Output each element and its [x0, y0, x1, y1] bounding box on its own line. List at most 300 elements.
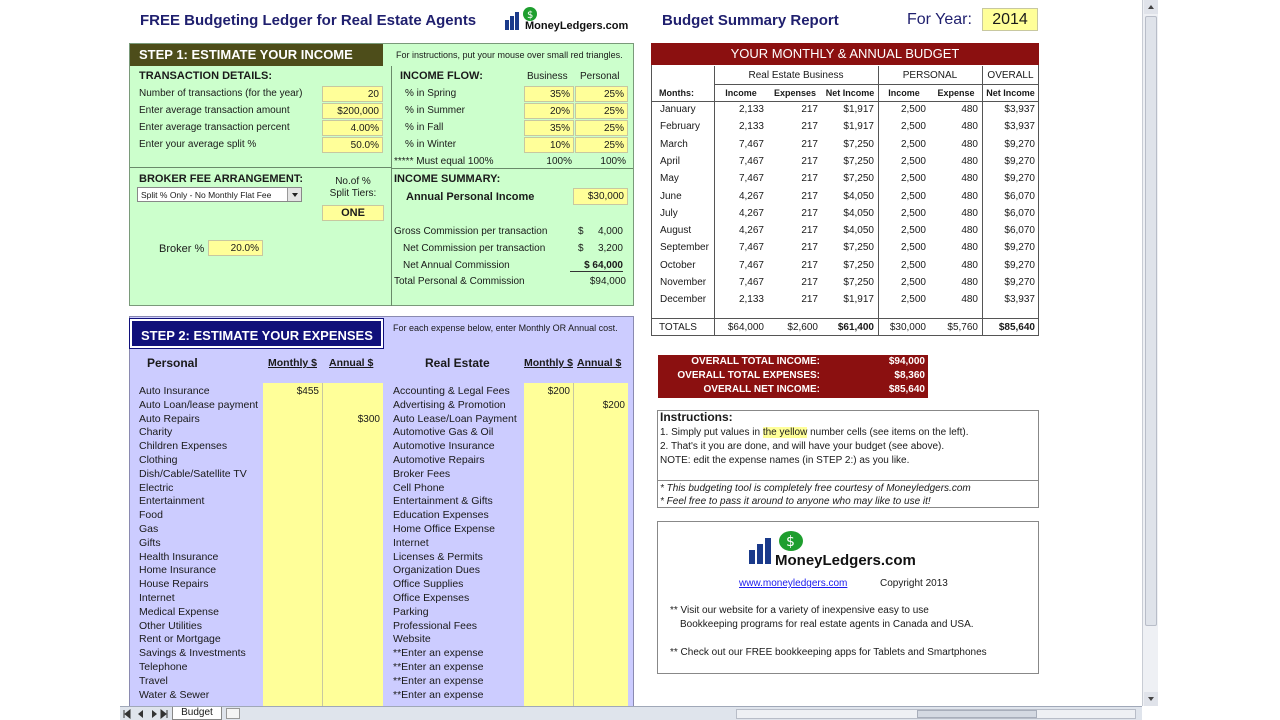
re-annual-input[interactable] [574, 454, 628, 468]
budget-month: August [660, 225, 692, 237]
scroll-down-icon[interactable] [1144, 692, 1158, 706]
insert-sheet-icon[interactable] [226, 708, 240, 719]
personal-monthly-input[interactable] [263, 468, 322, 482]
re-annual-input[interactable] [574, 468, 628, 482]
budget-month: July [660, 207, 678, 219]
re-monthly-header: Monthly $ [524, 357, 573, 369]
re-annual-input[interactable] [574, 620, 628, 634]
overall-label: OVERALL TOTAL INCOME: [691, 356, 820, 367]
re-expense-name: Automotive Gas & Oil [393, 426, 494, 439]
personal-expense-name: Gas [139, 523, 159, 535]
tiers-value[interactable]: ONE [322, 205, 384, 221]
for-year-label: For Year: [907, 11, 972, 28]
personal-expense-name: Auto Insurance [139, 385, 210, 397]
personal-expense-name: Other Utilities [139, 619, 203, 632]
annual-personal-input[interactable]: $30,000 [573, 188, 628, 205]
personal-annual-input[interactable] [323, 592, 383, 606]
tx-label: Number of transactions (for the year) [139, 88, 303, 99]
budget-month: December [660, 294, 707, 306]
re-expense-name: Automotive Insurance [393, 440, 495, 453]
re-annual-input[interactable] [574, 523, 628, 537]
personal-monthly-input[interactable] [263, 454, 322, 468]
instructions-heading: Instructions: [660, 410, 733, 424]
budget-col-header: Net Income [825, 88, 875, 98]
flow-label: % in Fall [405, 122, 444, 133]
chevron-down-icon[interactable] [287, 188, 301, 201]
budget-month: September [660, 242, 709, 254]
promo-text-1: ** Visit our website for a variety of inexpensive easy to use [670, 605, 929, 616]
budget-month: March [660, 138, 688, 150]
budget-cell: $3,937 [1004, 104, 1035, 115]
personal-annual-input[interactable] [323, 482, 383, 496]
budget-cell: 480 [961, 138, 978, 150]
personal-annual-input[interactable] [323, 440, 383, 454]
svg-text:$: $ [786, 534, 795, 550]
re-expense-name: **Enter an expense [393, 661, 484, 673]
re-expense-name: Internet [393, 536, 429, 549]
re-monthly-input[interactable] [524, 454, 573, 468]
instruction-3: NOTE: edit the expense names (in STEP 2:) as you like. [660, 455, 910, 466]
re-annual-input[interactable] [574, 633, 628, 647]
step1-hint: For instructions, put your mouse over small red triangles. [396, 50, 623, 60]
budget-cell: 4,267 [738, 225, 764, 237]
personal-expense-name: Clothing [139, 454, 178, 466]
personal-monthly-input[interactable] [263, 509, 322, 523]
re-annual-input[interactable]: $200 [602, 399, 625, 411]
personal-monthly-input[interactable] [263, 537, 322, 551]
scroll-up-icon[interactable] [1144, 0, 1158, 14]
overall-value: $94,000 [888, 356, 925, 367]
re-monthly-input[interactable] [524, 578, 573, 592]
gross-label: Gross Commission per transaction [394, 226, 548, 237]
instruction-1a: 1. Simply put values in [660, 427, 763, 438]
budget-cell: 2,500 [900, 294, 926, 306]
personal-expense-name: Rent or Mortgage [139, 633, 221, 646]
header-logo-text: MoneyLedgers.com [525, 20, 629, 32]
personal-annual-input[interactable] [323, 633, 383, 647]
promo-logo-text: MoneyLedgers.com [775, 552, 916, 569]
instruction-1-highlight: the yellow [762, 427, 808, 438]
step2-hint: For each expense below, enter Monthly OR Annual cost. [393, 323, 618, 333]
tx-input[interactable]: 20 [322, 86, 383, 102]
personal-annual-input[interactable] [323, 606, 383, 620]
personal-annual-input[interactable] [323, 675, 383, 689]
personal-monthly-input[interactable] [263, 523, 322, 537]
re-monthly-input[interactable] [524, 689, 573, 703]
budget-cell: $9,270 [1004, 277, 1035, 288]
personal-annual-input[interactable] [323, 647, 383, 661]
personal-monthly-input[interactable] [263, 413, 322, 427]
budget-cell: 2,500 [900, 207, 926, 219]
budget-cell: 2,500 [900, 242, 926, 254]
sheet-nav-arrows-icon[interactable] [122, 708, 168, 720]
personal-annual-input[interactable] [323, 385, 383, 399]
flow-label: % in Summer [405, 105, 466, 116]
personal-monthly-input[interactable] [263, 661, 322, 675]
budget-cell: 7,467 [738, 259, 764, 271]
personal-expense-name: Electric [139, 481, 174, 494]
re-annual-input[interactable] [574, 564, 628, 578]
re-monthly-input[interactable] [524, 564, 573, 578]
budget-cell: $9,270 [1004, 138, 1035, 150]
budget-cell: 2,500 [900, 277, 926, 288]
budget-cell: 217 [801, 207, 818, 219]
personal-annual-input[interactable] [323, 689, 383, 703]
re-expense-name: Licenses & Permits [393, 550, 483, 563]
re-monthly-input[interactable] [524, 647, 573, 661]
budget-total-cell: $61,400 [837, 322, 874, 333]
horizontal-scrollbar[interactable] [736, 709, 1136, 719]
personal-expense-name: Food [139, 509, 163, 522]
re-monthly-input[interactable]: $200 [547, 386, 570, 397]
personal-expense-name: Gifts [139, 536, 161, 549]
scroll-thumb[interactable] [1145, 16, 1157, 626]
re-expense-name: Automotive Repairs [393, 454, 485, 466]
re-monthly-input[interactable] [524, 509, 573, 523]
re-monthly-input[interactable] [524, 606, 573, 620]
budget-cell: 217 [801, 121, 818, 133]
flow-business-input[interactable]: 35% [524, 86, 574, 102]
re-annual-input[interactable] [574, 647, 628, 661]
personal-monthly-header: Monthly $ [268, 357, 317, 369]
re-annual-input[interactable] [574, 482, 628, 496]
broker-heading: BROKER FEE ARRANGEMENT: [139, 173, 303, 185]
instruction-1 [660, 426, 968, 440]
personal-monthly-input[interactable] [263, 551, 322, 565]
personal-annual-input[interactable] [323, 620, 383, 634]
personal-expense-name: Water & Sewer [139, 688, 210, 701]
summary-heading: INCOME SUMMARY: [394, 173, 501, 185]
re-expense-name: Broker Fees [393, 467, 451, 480]
step1-title: STEP 1: ESTIMATE YOUR INCOME [130, 44, 383, 66]
budget-cell: $4,050 [843, 207, 874, 219]
personal-monthly-input[interactable] [263, 495, 322, 509]
budget-cell: 217 [801, 173, 818, 185]
re-expense-name: Organization Dues [393, 564, 480, 577]
personal-expense-name: House Repairs [139, 578, 209, 591]
flow-label: % in Spring [405, 88, 457, 99]
tiers-label [318, 176, 388, 200]
re-monthly-input[interactable] [524, 551, 573, 565]
personal-expense-name: Children Expenses [139, 440, 228, 453]
sheet-tab-budget[interactable]: Budget [172, 707, 222, 720]
budget-cell: 2,133 [738, 294, 764, 306]
budget-cell: $7,250 [843, 138, 874, 150]
step1-hline-left [130, 167, 391, 168]
promo-text-3: ** Check out our FREE bookkeeping apps for Tablets and Smartphones [670, 647, 987, 658]
group-personal: PERSONAL [902, 70, 958, 81]
broker-fee-select-value: Split % Only - No Monthly Flat Fee [141, 190, 272, 200]
budget-month: January [660, 104, 696, 115]
personal-monthly-input[interactable]: $455 [296, 386, 319, 397]
budget-table [651, 43, 1039, 336]
re-annual-input[interactable] [574, 551, 628, 565]
tx-input[interactable]: $200,000 [322, 103, 383, 119]
hline-totals [651, 318, 1039, 319]
re-monthly-input[interactable] [524, 537, 573, 551]
budget-cell: 2,500 [900, 138, 926, 150]
budget-col-header: Income [725, 88, 757, 98]
personal-monthly-input[interactable] [263, 578, 322, 592]
broker-fee-select[interactable] [137, 187, 302, 202]
personal-monthly-input[interactable] [263, 399, 322, 413]
budget-cell: $7,250 [843, 155, 874, 167]
budget-total-cell: $85,640 [998, 322, 1035, 333]
re-annual-input[interactable] [574, 606, 628, 620]
budget-cell: 4,267 [738, 207, 764, 219]
budget-cell: $6,070 [1004, 225, 1035, 237]
tx-heading: TRANSACTION DETAILS: [139, 70, 273, 82]
re-monthly-input[interactable] [524, 482, 573, 496]
personal-monthly-input[interactable] [263, 592, 322, 606]
personal-annual-input[interactable] [323, 551, 383, 565]
re-monthly-input[interactable] [524, 413, 573, 427]
personal-annual-input[interactable] [323, 578, 383, 592]
budget-cell: 480 [961, 294, 978, 306]
re-monthly-input[interactable] [524, 661, 573, 675]
re-annual-input[interactable] [574, 661, 628, 675]
budget-cell: 217 [801, 138, 818, 150]
budget-cell: 480 [961, 104, 978, 115]
re-expense-name: **Enter an expense [393, 674, 484, 687]
re-monthly-input[interactable] [524, 675, 573, 689]
promo-logo [745, 528, 945, 572]
promo-copyright: Copyright 2013 [880, 578, 948, 589]
vertical-scrollbar[interactable] [1142, 0, 1158, 706]
group-realestate: Real Estate Business [748, 70, 844, 81]
budget-cell: 2,500 [900, 259, 926, 271]
personal-expense-name: Entertainment [139, 495, 205, 508]
re-monthly-input[interactable] [524, 495, 573, 509]
budget-cell: 480 [961, 242, 978, 254]
tx-input[interactable]: 4.00% [322, 120, 383, 136]
personal-expense-name: Savings & Investments [139, 647, 246, 660]
budget-cell: 7,467 [738, 138, 764, 150]
total-value: $94,000 [589, 276, 626, 287]
gross-currency: $ [578, 226, 584, 237]
budget-cell: $9,270 [1004, 259, 1035, 271]
year-input[interactable]: 2014 [982, 8, 1038, 31]
budget-cell: 2,500 [900, 155, 926, 167]
budget-cell: 217 [801, 155, 818, 167]
promo-text-2: Bookkeeping programs for real estate agents in Canada and USA. [680, 619, 974, 630]
personal-annual-input[interactable] [323, 509, 383, 523]
personal-monthly-input[interactable] [263, 689, 322, 703]
tx-input[interactable]: 50.0% [322, 137, 383, 153]
budget-cell: $4,050 [843, 225, 874, 237]
personal-expense-name: Dish/Cable/Satellite TV [139, 467, 247, 480]
re-monthly-input[interactable] [524, 426, 573, 440]
personal-total: 100% [600, 156, 626, 167]
budget-month: May [660, 173, 679, 185]
tiers-label-2: Split Tiers: [329, 188, 377, 199]
flow-label: % in Winter [405, 139, 457, 150]
budget-cell: 480 [961, 155, 978, 167]
overall-label: OVERALL TOTAL EXPENSES: [677, 370, 820, 381]
re-expense-name: **Enter an expense [393, 647, 484, 660]
flow-heading: INCOME FLOW: [400, 70, 483, 82]
flow-col-personal: Personal [580, 71, 620, 82]
annual-comm-value: $ 64,000 [570, 260, 623, 272]
budget-col-header: Net Income [986, 88, 1035, 98]
re-annual-input[interactable] [574, 592, 628, 606]
personal-annual-input[interactable] [323, 495, 383, 509]
budget-cell: $7,250 [843, 173, 874, 185]
budget-cell: $1,917 [843, 104, 874, 115]
net-currency: $ [578, 243, 584, 254]
budget-month: April [660, 155, 681, 167]
budget-total-cell: $30,000 [889, 322, 926, 333]
personal-expense-name: Home Insurance [139, 564, 217, 577]
overall-value: $8,360 [894, 370, 925, 381]
budget-cell: $1,917 [843, 294, 874, 306]
re-monthly-input[interactable] [524, 523, 573, 537]
budget-cell: 4,267 [738, 190, 764, 202]
budget-cell: 217 [801, 277, 818, 288]
personal-monthly-input[interactable] [263, 606, 322, 620]
personal-expense-name: Telephone [139, 661, 188, 673]
page-title: FREE Budgeting Ledger for Real Estate Agents [140, 12, 477, 29]
instruction-note-2: * Feel free to pass it around to anyone who may like to use it! [660, 496, 931, 507]
personal-annual-input[interactable] [323, 399, 383, 413]
budget-col-header: Months: [659, 88, 694, 98]
re-expense-name: Advertising & Promotion [393, 398, 506, 411]
personal-monthly-input[interactable] [263, 564, 322, 578]
budget-title: YOUR MONTHLY & ANNUAL BUDGET [651, 43, 1039, 65]
re-expense-name: Cell Phone [393, 481, 445, 494]
re-annual-input[interactable] [574, 578, 628, 592]
budget-month: February [660, 121, 701, 133]
re-annual-input[interactable] [574, 385, 628, 399]
re-monthly-input[interactable] [524, 399, 573, 413]
personal-monthly-input[interactable] [263, 426, 322, 440]
re-annual-header: Annual $ [577, 357, 622, 369]
re-annual-input[interactable] [574, 413, 628, 427]
tiers-label-1: No.of % [335, 176, 371, 187]
sheet-tab-bar [120, 706, 1142, 720]
personal-expense-name: Charity [139, 426, 173, 439]
budget-month: June [660, 190, 682, 202]
re-annual-input[interactable] [574, 537, 628, 551]
budget-cell: 480 [961, 277, 978, 288]
budget-cell: $1,917 [843, 121, 874, 133]
personal-expense-name: Auto Repairs [139, 412, 200, 425]
budget-cell: $4,050 [843, 190, 874, 202]
flow-business-input[interactable]: 35% [524, 120, 574, 136]
instruction-note-1: * This budgeting tool is completely free courtesy of Moneyledgers.com [660, 483, 971, 494]
re-expense-name: Website [393, 633, 431, 646]
personal-annual-input[interactable] [323, 426, 383, 440]
re-annual-input[interactable] [574, 440, 628, 454]
promo-url-link[interactable]: www.moneyledgers.com [739, 578, 848, 589]
budget-total-cell: $5,760 [947, 322, 978, 333]
budget-cell: 7,467 [738, 277, 764, 288]
flow-personal-input[interactable]: 25% [575, 103, 628, 119]
flow-business-input[interactable]: 10% [524, 137, 574, 153]
re-expense-name: Professional Fees [393, 619, 478, 632]
personal-monthly-input[interactable] [263, 440, 322, 454]
personal-monthly-input[interactable] [263, 675, 322, 689]
report-title: Budget Summary Report [662, 12, 839, 29]
re-monthly-input[interactable] [524, 592, 573, 606]
re-annual-input[interactable] [574, 426, 628, 440]
instruction-1c: number cells (see items on the left). [807, 427, 969, 438]
tx-label: Enter your average split % [139, 139, 257, 150]
budget-cell: 217 [801, 104, 818, 115]
personal-annual-input[interactable] [323, 468, 383, 482]
budget-cell: 2,500 [900, 121, 926, 133]
flow-personal-input[interactable]: 25% [575, 86, 628, 102]
budget-cell: 7,467 [738, 173, 764, 185]
horizontal-scroll-thumb[interactable] [917, 710, 1037, 718]
re-annual-input[interactable] [574, 689, 628, 703]
net-value: 3,200 [597, 243, 623, 254]
flow-business-input[interactable]: 20% [524, 103, 574, 119]
budget-cell: 480 [961, 121, 978, 133]
personal-monthly-input[interactable] [263, 620, 322, 634]
re-monthly-input[interactable] [524, 620, 573, 634]
budget-col-header: Expenses [773, 88, 817, 98]
tx-label: Enter average transaction amount [139, 105, 290, 116]
personal-annual-input[interactable]: $300 [357, 413, 380, 425]
budget-cell: 2,500 [900, 190, 926, 202]
re-annual-input[interactable] [574, 509, 628, 523]
re-expense-name: Office Supplies [393, 578, 464, 591]
re-expense-name: **Enter an expense [393, 688, 484, 701]
budget-cell: $3,937 [1004, 121, 1035, 133]
personal-annual-input[interactable] [323, 564, 383, 578]
budget-cell: 217 [801, 294, 818, 306]
flow-personal-input[interactable]: 25% [575, 137, 628, 153]
budget-total-cell: $64,000 [727, 322, 764, 333]
re-annual-input[interactable] [574, 495, 628, 509]
personal-annual-input[interactable] [323, 661, 383, 675]
budget-total-cell: TOTALS [659, 322, 697, 333]
re-annual-input[interactable] [574, 675, 628, 689]
budget-cell: 2,133 [738, 104, 764, 115]
personal-expense-name: Auto Loan/lease payment [139, 398, 259, 411]
broker-pct-input[interactable]: 20.0% [208, 240, 263, 256]
re-monthly-input[interactable] [524, 468, 573, 482]
re-monthly-input[interactable] [524, 633, 573, 647]
budget-total-cell: $2,600 [787, 322, 818, 333]
budget-cell: 2,500 [900, 225, 926, 237]
hline-groups [714, 84, 1039, 85]
personal-expense-name: Internet [139, 592, 175, 604]
overall-label: OVERALL NET INCOME: [703, 384, 820, 395]
personal-monthly-input[interactable] [263, 482, 322, 496]
group-overall: OVERALL [987, 70, 1034, 81]
re-expense-name: Auto Lease/Loan Payment [393, 412, 517, 425]
net-label: Net Commission per transaction [403, 243, 546, 254]
budget-month: October [660, 259, 696, 271]
step1-divider [391, 66, 392, 306]
budget-cell: 480 [961, 190, 978, 202]
hline-cols [651, 101, 1039, 102]
personal-annual-input[interactable] [323, 454, 383, 468]
personal-annual-input[interactable] [323, 523, 383, 537]
step2-title: STEP 2: ESTIMATE YOUR EXPENSES [130, 319, 383, 348]
personal-monthly-input[interactable] [263, 647, 322, 661]
budget-col-header: Income [888, 88, 920, 98]
re-monthly-input[interactable] [524, 440, 573, 454]
realestate-heading: Real Estate [425, 356, 490, 370]
budget-col-header: Expense [937, 88, 975, 98]
personal-annual-input[interactable] [323, 537, 383, 551]
personal-monthly-input[interactable] [263, 633, 322, 647]
flow-personal-input[interactable]: 25% [575, 120, 628, 136]
business-total: 100% [546, 156, 572, 167]
